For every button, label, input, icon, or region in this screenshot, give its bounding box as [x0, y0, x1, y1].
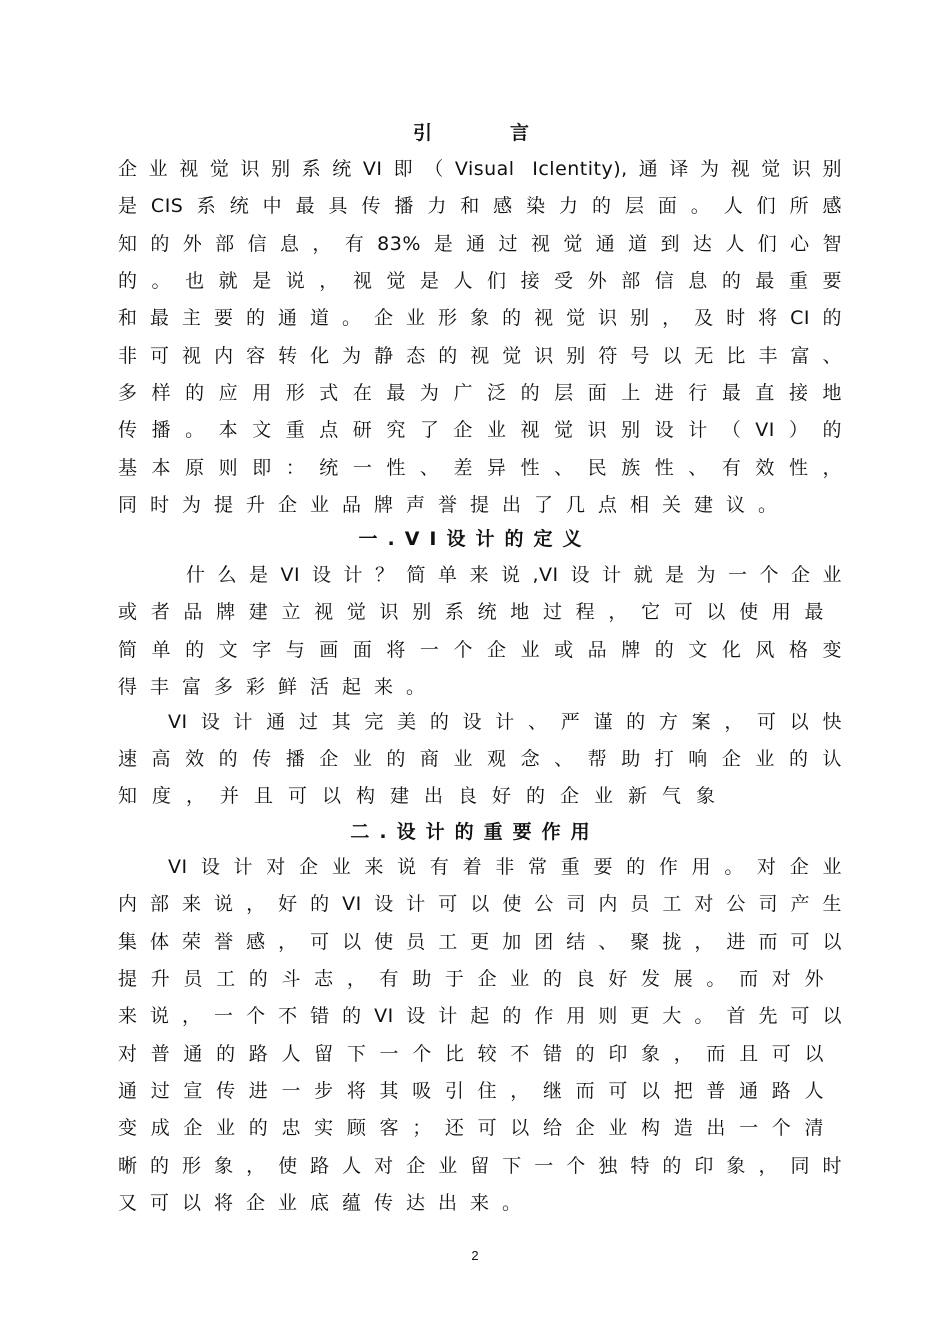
section2-line: 对普通的路人留下一个比较不错的印象，而且可以 — [118, 1043, 824, 1065]
intro-line: 企业视觉识别系统VI即（Visual Iclentity),通译为视觉识别 — [118, 158, 842, 180]
section1-heading: 一.VI设计的定义 — [358, 528, 592, 550]
section1-line: 或者品牌建立视觉识别系统地过程，它可以使用最 — [118, 601, 824, 623]
section2-line: 来说，一个不错的VI设计起的作用则更大。首先可以 — [118, 1005, 842, 1027]
intro-line: 的。也就是说，视觉是人们接受外部信息的最重要 — [118, 270, 842, 292]
section2-line: 晰的形象，使路人对企业留下一个独特的印象，同时 — [118, 1155, 842, 1177]
section2-line: VI设计对企业来说有着非常重要的作用。对企业 — [168, 856, 842, 878]
intro-line: 知的外部信息，有83%是通过视觉通道到达人们心智 — [118, 233, 842, 255]
intro-line: 和最主要的通道。企业形象的视觉识别，及时将CI的 — [118, 307, 842, 329]
section1-line: 速高效的传播企业的商业观念、帮助打响企业的认 — [118, 748, 842, 770]
section2-line: 提升员工的斗志，有助于企业的良好发展。而对外 — [118, 968, 824, 990]
section1-line: 简单的文字与画面将一个企业或品牌的文化风格变 — [118, 639, 842, 661]
section2-line: 又可以将企业底蕴传达出来。 — [118, 1192, 535, 1214]
section2-line: 集体荣誉感，可以使员工更加团结、聚拢，进而可以 — [118, 931, 842, 953]
intro-line: 基本原则即：统一性、差异性、民族性、有效性， — [118, 457, 842, 479]
section2-heading: 二.设计的重要作用 — [350, 821, 600, 843]
intro-heading: 引言 — [412, 122, 607, 144]
section1-line: 得丰富多彩鲜活起来。 — [118, 676, 439, 698]
intro-line: 非可视内容转化为静态的视觉识别符号以无比丰富、 — [118, 345, 842, 367]
intro-line: 是CIS系统中最具传播力和感染力的层面。人们所感 — [118, 195, 842, 217]
section2-line: 变成企业的忠实顾客；还可以给企业构造出一个清 — [118, 1117, 824, 1139]
page-number: 2 — [471, 1248, 479, 1263]
intro-line: 同时为提升企业品牌声誉提出了几点相关建议。 — [118, 494, 791, 516]
section2-line: 通过宣传进一步将其吸引住，继而可以把普通路人 — [118, 1080, 824, 1102]
section1-line: 什么是VI设计？简单来说,VI设计就是为一个企业 — [186, 564, 842, 586]
section1-line: 知度，并且可以构建出良好的企业新气象 — [118, 785, 731, 807]
section2-line: 内部来说，好的VI设计可以使公司内员工对公司产生 — [118, 893, 842, 915]
section1-line: VI设计通过其完美的设计、严谨的方案，可以快 — [168, 711, 842, 733]
intro-line: 传播。本文重点研究了企业视觉识别设计（VI）的 — [118, 419, 842, 441]
intro-line: 多样的应用形式在最为广泛的层面上进行最直接地 — [118, 382, 842, 404]
